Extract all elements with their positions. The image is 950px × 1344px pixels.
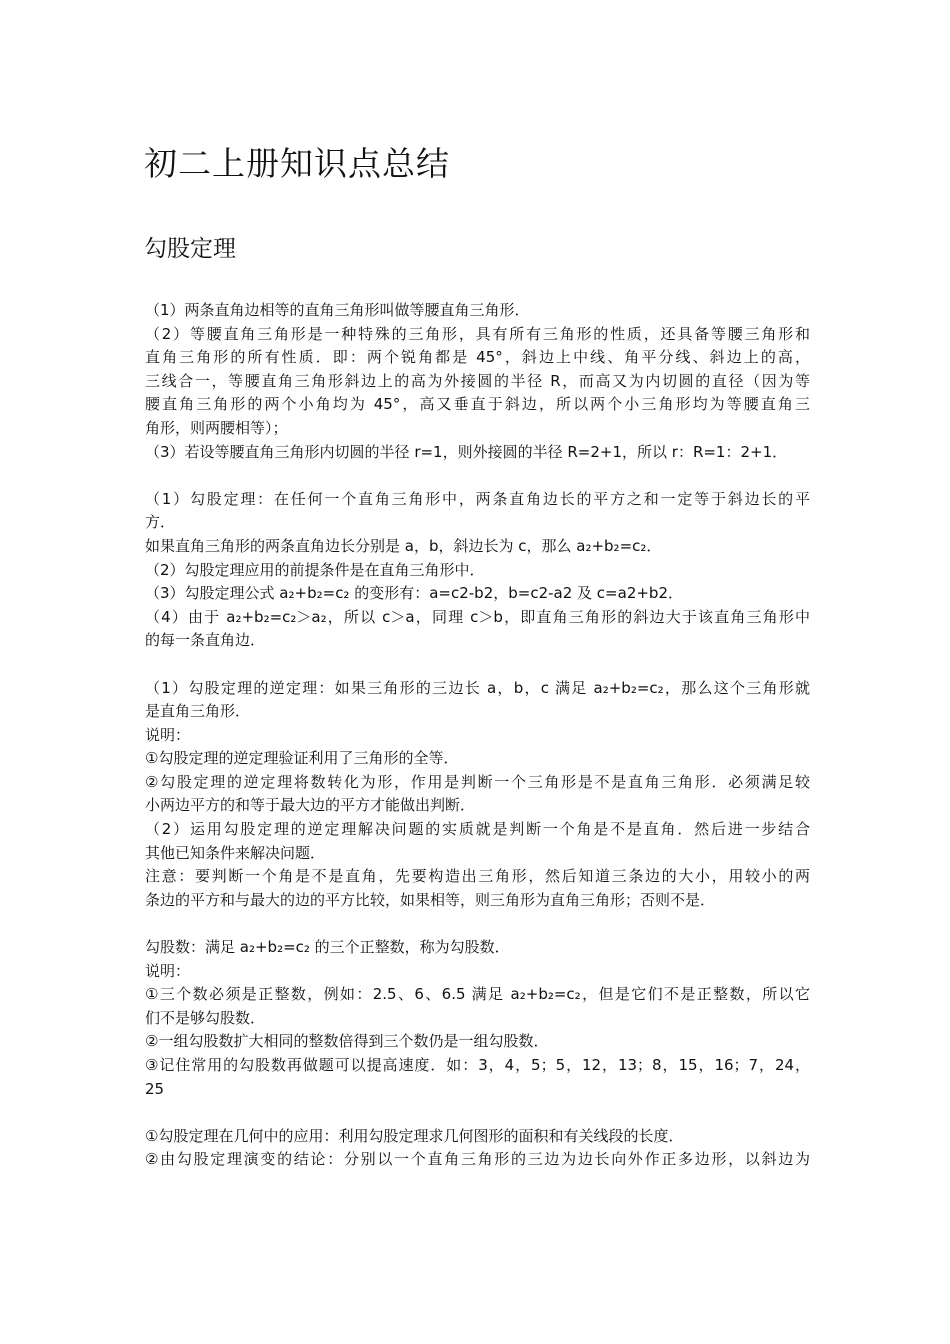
text-line: （2）运用勾股定理的逆定理解决问题的实质就是判断一个角是不是直角．然后进一步结合 (145, 820, 810, 839)
document-title: 初二上册知识点总结 (144, 144, 450, 183)
text-line: 的每一条直角边． (145, 631, 266, 650)
text-line: 说明： (145, 725, 191, 744)
text-line: 三线合一，等腰直角三角形斜边上的高为外接圆的半径 R，而高又为内切圆的直径（因为等 (145, 371, 810, 390)
text-line: 如果直角三角形的两条直角边长分别是 a，b，斜边长为 c，那么 a₂+b₂=c₂． (145, 536, 662, 555)
text-line: ①勾股定理在几何中的应用：利用勾股定理求几何图形的面积和有关线段的长度． (145, 1126, 684, 1145)
text-line: 其他已知条件来解决问题． (145, 843, 326, 862)
blank-line (145, 912, 810, 936)
text-line: ①勾股定理的逆定理验证利用了三角形的全等． (145, 749, 459, 768)
text-line: 勾股数：满足 a₂+b₂=c₂ 的三个正整数，称为勾股数． (145, 938, 510, 957)
text-line: ③记住常用的勾股数再做题可以提高速度．如：3，4，5；5，12，13；8，15，16；7，24， (145, 1056, 810, 1074)
text-line: （3）勾股定理公式 a₂+b₂=c₂ 的变形有：a=c2-b2，b=c2-a2 及 c=a2+b2． (145, 584, 683, 603)
section-title: 勾股定理 (144, 236, 236, 262)
text-line: （1）勾股定理的逆定理：如果三角形的三边长 a，b，c 满足 a₂+b₂=c₂，那么这个三角形就 (145, 678, 810, 697)
text-line: ②一组勾股数扩大相同的整数倍得到三个数仍是一组勾股数． (145, 1032, 549, 1051)
text-line: ①三个数必须是正整数，例如：2.5、6、6.5 满足 a₂+b₂=c₂，但是它们不是正整数，所以它 (145, 985, 810, 1004)
blank-line (145, 1101, 810, 1125)
text-line: （2）勾股定理应用的前提条件是在直角三角形中． (145, 560, 485, 579)
text-line: 腰直角三角形的两个小角均为 45°，高又垂直于斜边，所以两个小三角形均为等腰直角三 (145, 395, 810, 414)
text-line: 直角三角形的所有性质．即：两个锐角都是 45°，斜边上中线、角平分线、斜边上的高， (145, 348, 810, 367)
text-line: 条边的平方和与最大的边的平方比较，如果相等，则三角形为直角三角形；否则不是． (145, 890, 716, 909)
text-line: 注意：要判断一个角是不是直角，先要构造出三角形，然后知道三条边的大小，用较小的两 (145, 867, 810, 886)
text-line: 方． (145, 513, 176, 532)
text-line: （2）等腰直角三角形是一种特殊的三角形，具有所有三角形的性质，还具备等腰三角形和 (145, 324, 810, 343)
text-line: 是直角三角形． (145, 702, 251, 721)
text-line: 小两边平方的和等于最大边的平方才能做出判断． (145, 796, 476, 815)
text-line: 说明： (145, 961, 191, 980)
text-line: （1）两条直角边相等的直角三角形叫做等腰直角三角形． (145, 301, 530, 319)
blank-line (145, 653, 810, 677)
document-body (145, 299, 810, 1172)
text-line: （4）由于 a₂+b₂=c₂＞a₂，所以 c＞a，同理 c＞b，即直角三角形的斜边大于该直角三角形中 (145, 607, 810, 626)
text-line: 们不是够勾股数． (145, 1008, 266, 1027)
text-line: ②勾股定理的逆定理将数转化为形，作用是判断一个三角形是不是直角三角形．必须满足较 (145, 772, 810, 791)
text-line: （1）勾股定理：在任何一个直角三角形中，两条直角边长的平方之和一定等于斜边长的平 (145, 489, 810, 508)
text-line: 角形，则两腰相等）； (145, 418, 288, 437)
text-line: （3）若设等腰直角三角形内切圆的半径 r=1，则外接圆的半径 R=2+1，所以 r：R=1：2+1． (145, 442, 788, 461)
text-line: ②由勾股定理演变的结论：分别以一个直角三角形的三边为边长向外作正多边形，以斜边为 (145, 1150, 810, 1169)
text-line: 25 (145, 1079, 165, 1098)
blank-line (145, 464, 810, 488)
